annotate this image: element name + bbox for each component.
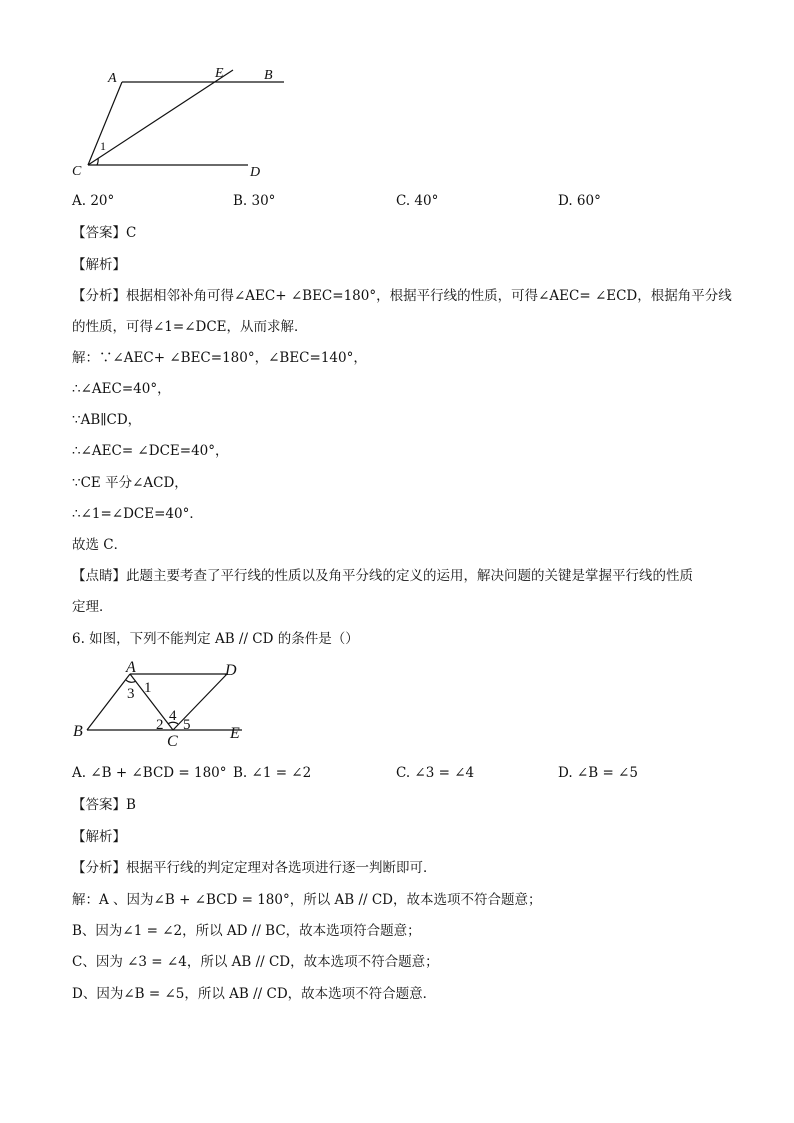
q5-option-b: B. 30° bbox=[233, 193, 276, 209]
q6-analysis-label: 【解析】 bbox=[72, 829, 126, 845]
q5-answer: 【答案】C bbox=[72, 225, 137, 241]
q5-comment: 【点睛】此题主要考查了平行线的性质以及角平分线的定义的运用，解决问题的关键是掌握平行线的性质 bbox=[72, 568, 693, 584]
label-angle-4: 4 bbox=[169, 708, 177, 724]
label-E: E bbox=[230, 725, 240, 742]
q6-solution-line: B、因为∠1 = ∠2，所以 AD // BC，故本选项符合题意； bbox=[72, 923, 421, 939]
label-A: A bbox=[126, 659, 136, 676]
q5-conclusion: 故选 C． bbox=[72, 537, 128, 553]
label-D: D bbox=[250, 165, 261, 180]
q5-solution-line: ∴∠AEC=40°， bbox=[72, 381, 171, 397]
q5-comment: 定理． bbox=[72, 599, 113, 615]
label-angle-2: 2 bbox=[156, 717, 164, 733]
q6-analysis-line: 【分析】根据平行线的判定定理对各选项进行逐一判断即可． bbox=[72, 860, 437, 876]
label-angle-1: 1 bbox=[144, 680, 152, 696]
q5-analysis-line: 的性质，可得∠1=∠DCE，从而求解． bbox=[72, 319, 308, 335]
label-D: D bbox=[225, 662, 237, 679]
label-angle-5: 5 bbox=[183, 717, 191, 733]
q6-option-a: A. ∠B + ∠BCD = 180° bbox=[72, 765, 227, 781]
q5-option-a: A. 20° bbox=[72, 193, 115, 209]
q5-solution-line: ∴∠1=∠DCE=40°． bbox=[72, 506, 203, 522]
q6-solution-line: 解：A 、因为∠B + ∠BCD = 180°，所以 AB // CD，故本选项不符合题意； bbox=[72, 892, 542, 908]
label-E: E bbox=[215, 66, 224, 81]
q6-solution-line: C、因为 ∠3 = ∠4，所以 AB // CD，故本选项不符合题意； bbox=[72, 954, 439, 970]
figure-parallelogram-angles bbox=[70, 656, 260, 748]
figure-parallel-lines-bisector bbox=[70, 62, 300, 184]
label-C: C bbox=[167, 733, 178, 748]
q6-stem: 6. 如图，下列不能判定 AB // CD 的条件是（） bbox=[72, 631, 359, 647]
label-angle-1: 1 bbox=[100, 139, 106, 153]
q5-option-c: C. 40° bbox=[396, 193, 439, 209]
q5-solution-line: ∵CE 平分∠ACD， bbox=[72, 475, 188, 491]
q6-option-d: D. ∠B = ∠5 bbox=[558, 765, 638, 781]
q6-answer: 【答案】B bbox=[72, 797, 136, 813]
label-B: B bbox=[73, 723, 83, 740]
q6-option-b: B. ∠1 = ∠2 bbox=[233, 765, 312, 781]
q5-solution-line: ∴∠AEC= ∠DCE=40°， bbox=[72, 443, 229, 459]
q5-solution-line: 解：∵∠AEC+ ∠BEC=180°，∠BEC=140°， bbox=[72, 350, 367, 366]
label-A: A bbox=[108, 71, 117, 86]
q5-solution-line: ∵AB∥CD， bbox=[72, 412, 142, 428]
label-C: C bbox=[72, 164, 82, 179]
q6-option-c: C. ∠3 = ∠4 bbox=[396, 765, 475, 781]
q5-analysis-label: 【解析】 bbox=[72, 257, 126, 273]
label-angle-3: 3 bbox=[127, 686, 135, 702]
label-B: B bbox=[264, 68, 273, 83]
q5-analysis-line: 【分析】根据相邻补角可得∠AEC+ ∠BEC=180°，根据平行线的性质，可得∠AEC= ∠ECD，根据角平分线 bbox=[72, 288, 732, 304]
q6-solution-line: D、因为∠B = ∠5，所以 AB // CD，故本选项不符合题意． bbox=[72, 986, 437, 1002]
q5-option-d: D. 60° bbox=[558, 193, 601, 209]
